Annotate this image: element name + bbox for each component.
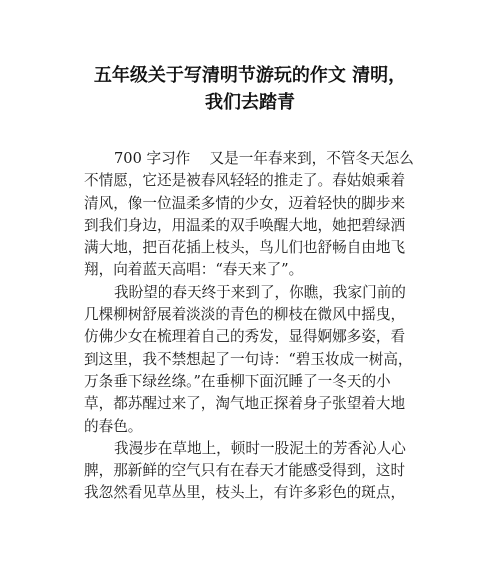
paragraph-2-line-6: 草，都苏醒过来了，淘气地正探着身子张望着大地: [84, 395, 406, 413]
document-body: [84, 148, 424, 505]
paragraph-2-line-5: 万条垂下绿丝绦。”在垂柳下面沉睡了一冬天的小: [84, 372, 391, 390]
paragraph-2-line-4: 到这里，我不禁想起了一句诗：“碧玉妆成一树高，: [84, 350, 413, 368]
paragraph-3-line-3: 我忽然看见草丛里，枝头上，有许多彩色的斑点，: [84, 484, 406, 502]
paragraph-1-line-4: 到我们身边，用温柔的双手唤醒大地，她把碧绿洒: [84, 216, 406, 234]
document-title: [60, 62, 440, 116]
title-line-1: 五年级关于写清明节游玩的作文 清明，: [93, 65, 407, 86]
paragraph-3-line-2: 脾，那新鲜的空气只有在春天才能感受得到，这时: [84, 462, 406, 480]
paragraph-2-line-7: 的春色。: [84, 417, 143, 435]
paragraph-2-line-3: 仿佛少女在梳理着自己的秀发，显得婀娜多姿，看: [84, 328, 406, 346]
paragraph-1-line-6: 翔，向着蓝天高唱：“春天来了”。: [84, 261, 304, 279]
paragraph-3-line-1: 我漫步在草地上，顿时一股泥土的芳香沁人心: [114, 439, 406, 457]
paragraph-1-line-2: 不情愿，它还是被春风轻轻的推走了。春姑娘乘着: [84, 172, 406, 190]
paragraph-2-line-1: 我盼望的春天终于来到了，你瞧，我家门前的: [114, 283, 406, 301]
paragraph-1-line-5: 满大地，把百花插上枝头，鸟儿们也舒畅自由地飞: [84, 239, 406, 257]
paragraph-1-line-3: 清风，像一位温柔多情的少女，迈着轻快的脚步来: [84, 194, 406, 212]
paragraph-2-line-2: 几棵柳树舒展着淡淡的青色的柳枝在微风中摇曳，: [84, 306, 406, 324]
title-line-2: 我们去踏青: [205, 92, 295, 113]
paragraph-1-line-1: 700 字习作 又是一年春来到，不管冬天怎么: [114, 150, 414, 167]
